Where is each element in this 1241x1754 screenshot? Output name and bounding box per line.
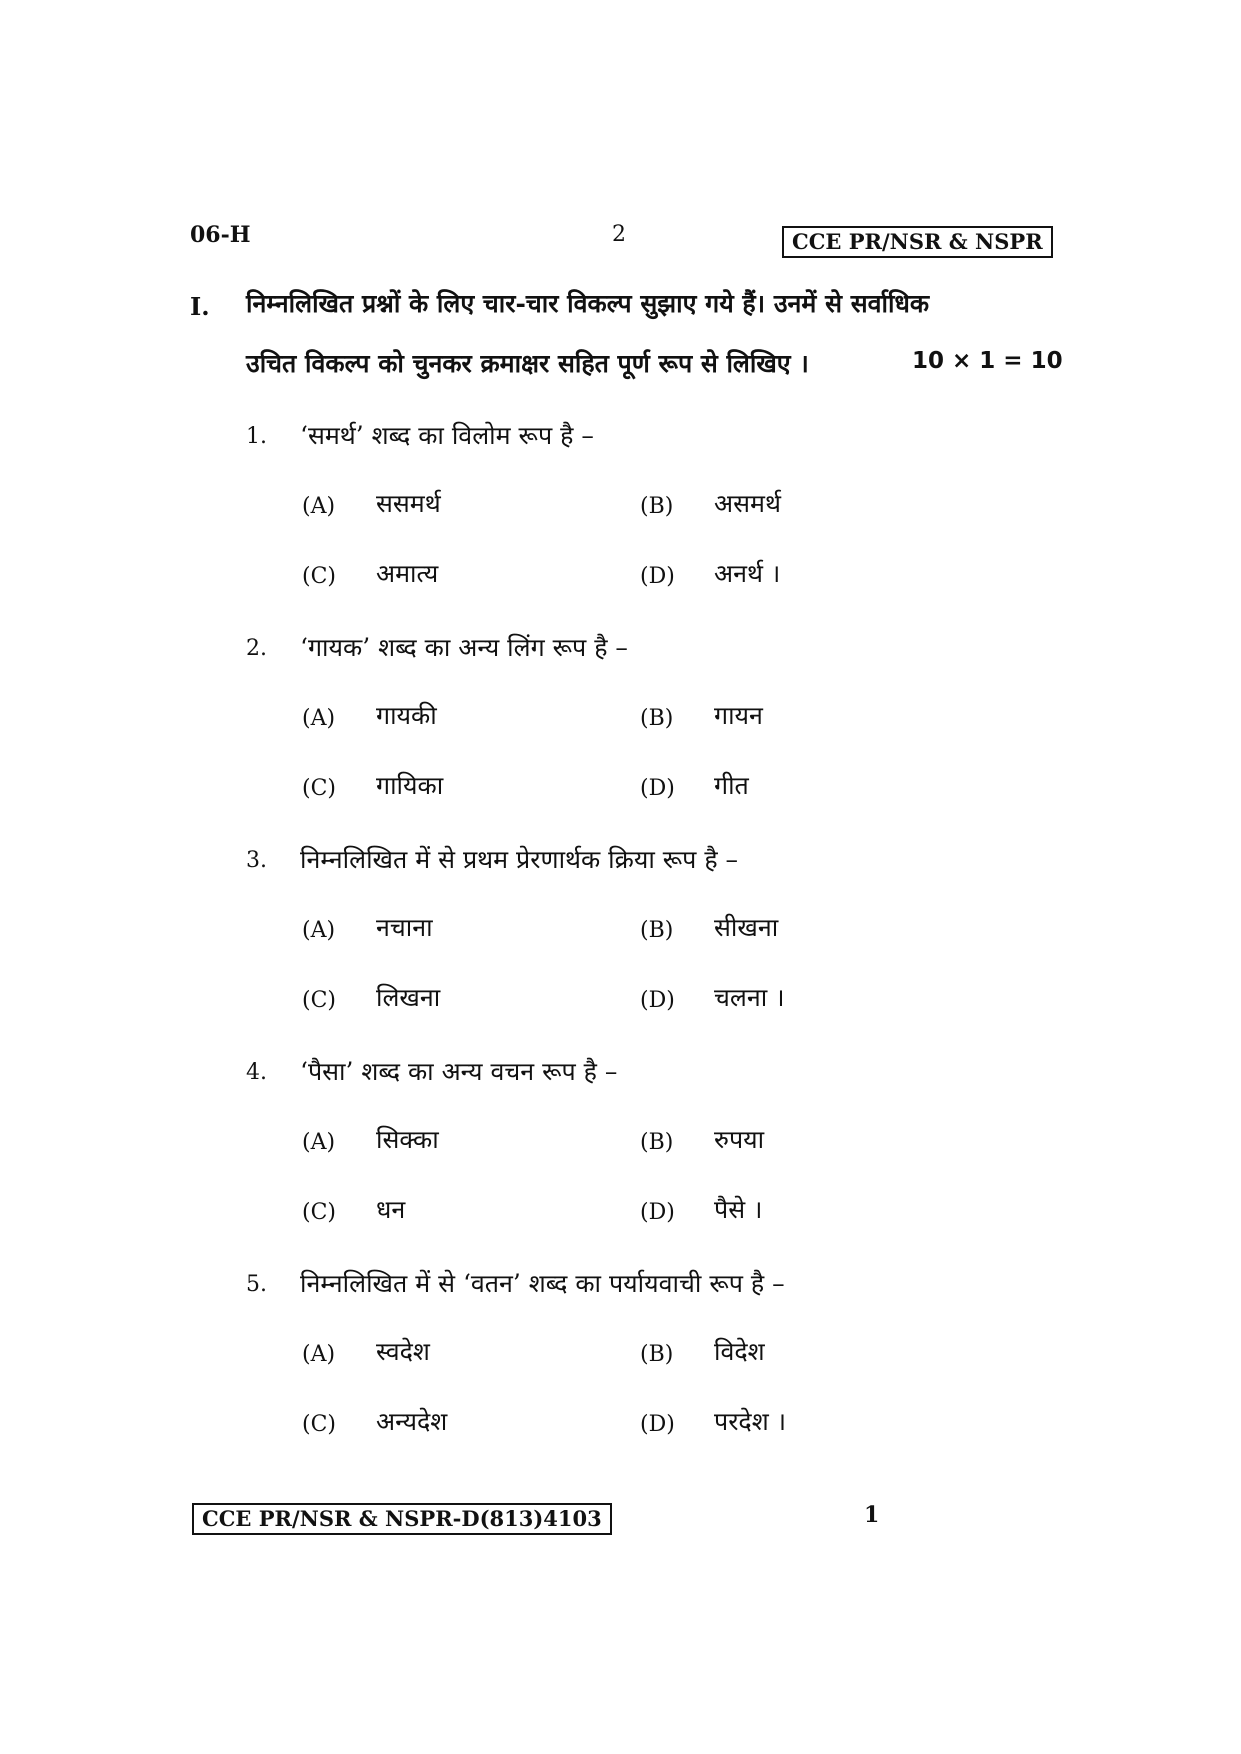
question-number: 1. [246,424,267,449]
question-number: 4. [246,1060,267,1085]
option-text: पैसे । [714,1195,763,1224]
option-text: गीत [714,771,749,800]
option-text: असमर्थ [714,489,781,518]
option-label: (B) [640,706,674,731]
option-label: (C) [302,776,336,801]
option-label: (D) [640,988,675,1013]
series-box: CCE PR/NSR & NSPR [782,226,1053,258]
footer-code-box: CCE PR/NSR & NSPR-D(813)4103 [192,1503,612,1535]
question-text: निम्नलिखित में से ‘वतन’ शब्द का पर्यायवाची रूप है – [300,1269,785,1298]
section-number: I. [190,292,210,321]
option-text: चलना । [714,983,785,1012]
question-text: ‘गायक’ शब्द का अन्य लिंग रूप है – [300,633,628,662]
option-text: नचाना [376,913,433,942]
option-text: गायिका [376,771,444,800]
option-label: (A) [302,918,336,943]
question-number: 3. [246,848,267,873]
question-text: निम्नलिखित में से प्रथम प्रेरणार्थक क्रिया रूप है – [300,845,739,874]
option-label: (A) [302,1130,336,1155]
question-text: ‘समर्थ’ शब्द का विलोम रूप है – [300,421,594,450]
option-label: (D) [640,1412,675,1437]
option-label: (B) [640,918,674,943]
option-text: अमात्य [376,559,439,588]
option-text: रुपया [714,1125,765,1154]
option-label: (B) [640,494,674,519]
instruction-line-1: निम्नलिखित प्रश्नों के लिए चार-चार विकल्प सुझाए गये हैं। उनमें से सर्वाधिक [246,289,930,318]
question-number: 5. [246,1272,267,1297]
option-text: धन [376,1195,406,1224]
option-text: अन्यदेश [376,1407,448,1436]
question-text: ‘पैसा’ शब्द का अन्य वचन रूप है – [300,1057,618,1086]
option-label: (D) [640,1200,675,1225]
option-text: गायकी [376,701,437,730]
option-text: अनर्थ । [714,559,781,588]
footer-number: 1 [864,1502,880,1528]
option-label: (A) [302,494,336,519]
option-label: (C) [302,564,336,589]
paper-code: 06-H [190,222,251,248]
option-text: स्वदेश [376,1337,430,1366]
option-label: (C) [302,988,336,1013]
option-label: (D) [640,776,675,801]
option-label: (B) [640,1130,674,1155]
option-text: सीखना [714,913,779,942]
page-number: 2 [612,222,626,247]
option-label: (B) [640,1342,674,1367]
option-text: गायन [714,701,763,730]
option-text: परदेश । [714,1407,787,1436]
option-label: (C) [302,1412,336,1437]
option-label: (D) [640,564,675,589]
option-text: लिखना [376,983,441,1012]
instruction-line-2: उचित विकल्प को चुनकर क्रमाक्षर सहित पूर्ण रूप से लिखिए । [246,349,809,378]
option-label: (C) [302,1200,336,1225]
option-label: (A) [302,706,336,731]
marks-allocation: 10 × 1 = 10 [912,348,1063,374]
option-text: सिक्का [376,1125,439,1154]
option-label: (A) [302,1342,336,1367]
option-text: ससमर्थ [376,489,441,518]
option-text: विदेश [714,1337,765,1366]
question-number: 2. [246,636,267,661]
